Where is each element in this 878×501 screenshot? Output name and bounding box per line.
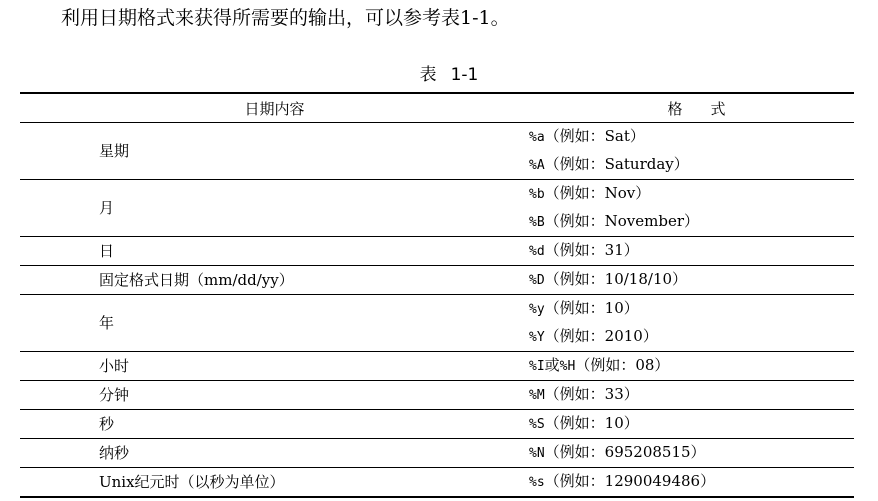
format-joiner: 或 (544, 356, 560, 374)
row-name: 纳秒 (20, 439, 529, 468)
format-example: （例如：33） (544, 385, 639, 403)
format-cell (529, 295, 854, 324)
table-row (20, 266, 854, 295)
format-cell (529, 208, 854, 237)
caption-number: 1-1 (450, 65, 479, 85)
format-example: （例如：1290049486） (544, 472, 716, 490)
format-code: %b (529, 187, 545, 202)
format-example: （例如：695208515） (544, 443, 706, 461)
format-example: （例如：Saturday） (544, 155, 689, 173)
format-example: （例如：08） (575, 356, 670, 374)
format-code: %H (559, 359, 576, 374)
format-cell (529, 410, 854, 439)
format-example: （例如：10） (544, 414, 639, 432)
format-cell (529, 151, 854, 180)
table-row (20, 410, 854, 439)
format-code: %S (529, 417, 545, 432)
header-format-left: 格 (667, 99, 683, 118)
format-cell (529, 237, 854, 266)
table-row (20, 381, 854, 410)
format-example: （例如：Nov） (544, 184, 651, 202)
format-cell (529, 468, 854, 498)
table-caption (0, 63, 878, 87)
format-cell (529, 180, 854, 209)
row-name: 小时 (20, 352, 529, 381)
caption-label: 表 (419, 65, 437, 85)
row-name: 年 (20, 295, 529, 352)
row-name: Unix纪元时（以秒为单位） (99, 472, 285, 491)
format-code: %M (529, 388, 545, 403)
table-row (20, 123, 854, 152)
format-cell (529, 323, 854, 352)
format-code: %y (529, 302, 545, 317)
format-cell (529, 123, 854, 152)
row-name: 月 (20, 180, 529, 237)
format-example: （例如：31） (544, 241, 639, 259)
format-code: %B (529, 215, 545, 230)
table-row (20, 468, 854, 498)
format-code: %Y (529, 330, 545, 345)
row-name: 日 (20, 237, 529, 266)
format-cell (529, 352, 854, 381)
format-code: %N (529, 446, 545, 461)
table-header-row (20, 93, 854, 123)
row-name: 分钟 (20, 381, 529, 410)
format-code: %I (529, 359, 545, 374)
format-example: （例如：10/18/10） (544, 270, 688, 288)
header-content: 日期内容 (20, 93, 529, 123)
format-example: （例如：2010） (544, 327, 658, 345)
table-row (20, 180, 854, 209)
format-example: （例如：10） (544, 299, 639, 317)
table-row (20, 295, 854, 324)
format-code: %D (529, 273, 545, 288)
intro-paragraph: 利用日期格式来获得所需要的输出，可以参考表1-1。 (61, 7, 510, 29)
row-name: 星期 (20, 123, 529, 180)
format-code: %A (529, 158, 545, 173)
row-name: 秒 (20, 410, 529, 439)
table-row (20, 352, 854, 381)
format-cell (529, 439, 854, 468)
format-example: （例如：Sat） (544, 127, 645, 145)
format-code: %s (529, 475, 545, 490)
date-format-table (20, 92, 854, 498)
row-name: 固定格式日期（mm/dd/yy） (20, 266, 529, 295)
table-row (20, 237, 854, 266)
format-code: %d (529, 244, 545, 259)
table-row (20, 439, 854, 468)
format-cell (529, 266, 854, 295)
format-example: （例如：November） (544, 212, 700, 230)
header-format-right: 式 (710, 99, 726, 118)
format-cell (529, 381, 854, 410)
format-code: %a (529, 130, 545, 145)
header-format (529, 93, 854, 123)
